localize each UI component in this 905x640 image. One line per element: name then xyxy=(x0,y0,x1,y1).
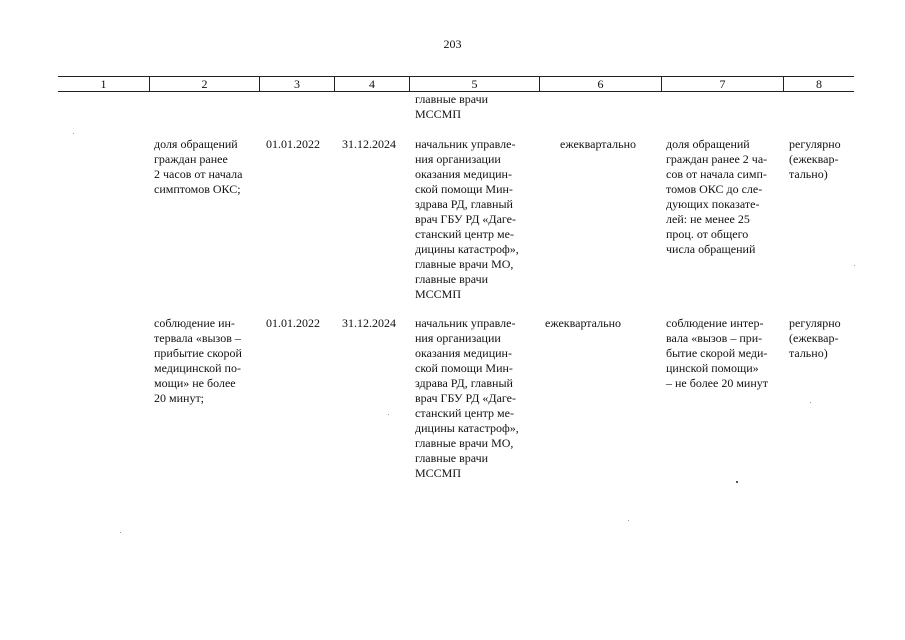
header-col-5: 5 xyxy=(409,77,539,91)
page-number: 203 xyxy=(443,37,462,51)
row-result: доля обращений граждан ранее 2 ча- сов от начала симп- томов ОКС до сле- дующих показате- лей: не менее 25 проц. от общего числа обращений xyxy=(666,137,768,256)
row-frequency: ежеквартально xyxy=(560,137,636,151)
row-start-date: 01.01.2022 xyxy=(266,316,320,330)
row-result: соблюдение интер- вала «вызов – при- бытие скорой меди- цинской помощи» – не более 20 минут xyxy=(666,316,769,390)
header-col-7: 7 xyxy=(661,77,783,91)
header-col-6: 6 xyxy=(539,77,661,91)
table-header-row xyxy=(58,76,854,92)
scan-speck xyxy=(736,481,738,483)
header-col-8: 8 xyxy=(783,77,854,91)
row-responsible: начальник управле- ния организации оказания медицин- ской помощи Мин- здрава РД, главный врач ГБУ РД «Даге- станский центр ме- дицины катастроф», главные врачи МО, главные врачи МССМП xyxy=(415,316,519,480)
row-responsible: начальник управле- ния организации оказания медицин- ской помощи Мин- здрава РД, главный врач ГБУ РД «Даге- станский центр ме- дицины катастроф», главные врачи МО, главные врачи МССМП xyxy=(415,137,519,301)
row-start-date: 01.01.2022 xyxy=(266,137,320,151)
row-end-date: 31.12.2024 xyxy=(342,316,396,330)
row-control: регулярно (ежеквар- тально) xyxy=(789,316,841,360)
scan-speck xyxy=(73,133,74,134)
scan-speck xyxy=(810,402,811,403)
row-end-date: 31.12.2024 xyxy=(342,137,396,151)
row-frequency: ежеквартально xyxy=(545,316,621,330)
continuation-responsible: главные врачи МССМП xyxy=(415,92,489,121)
scan-speck xyxy=(628,520,629,521)
header-col-4: 4 xyxy=(334,77,409,91)
row-indicator: доля обращений граждан ранее 2 часов от начала симптомов ОКС; xyxy=(154,137,243,196)
scan-speck xyxy=(388,414,389,415)
row-indicator: соблюдение ин- тервала «вызов – прибытие скорой медицинской по- мощи» не более 20 минут; xyxy=(154,316,242,405)
header-col-1: 1 xyxy=(100,77,107,91)
scan-speck xyxy=(120,532,121,533)
header-col-3: 3 xyxy=(259,77,334,91)
scan-speck xyxy=(854,265,855,266)
row-control: регулярно (ежеквар- тально) xyxy=(789,137,841,181)
header-col-2: 2 xyxy=(149,77,259,91)
